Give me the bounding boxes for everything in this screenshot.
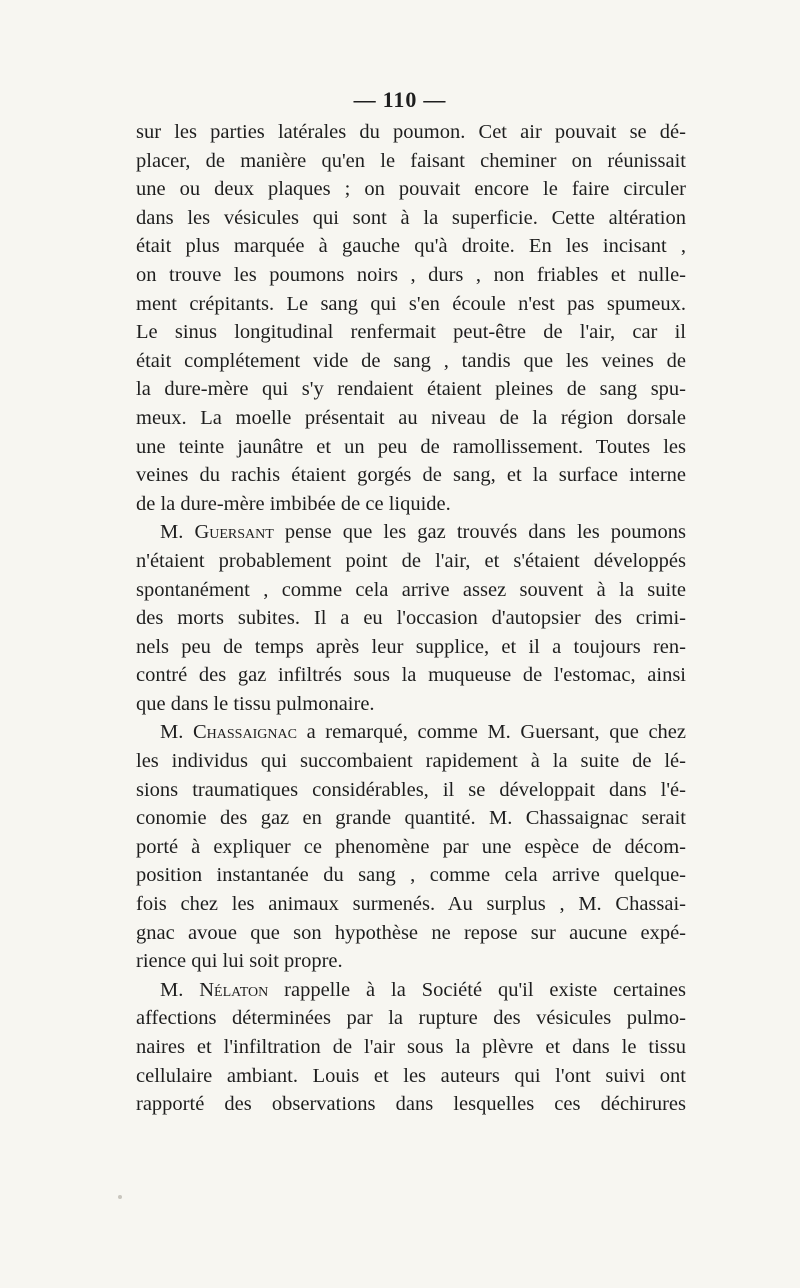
paragraph-2: [136, 518, 686, 718]
speaker-name: Guersant: [194, 521, 274, 544]
text-line: sions traumatiques considérables, il se développait dans l'é-: [136, 778, 686, 801]
text-line-first: [136, 718, 686, 747]
text-line: conomie des gaz en grande quantité. M. Chassaignac serait: [136, 807, 686, 830]
text-line: sur les parties latérales du poumon. Cet air pouvait se dé-: [136, 121, 686, 143]
text-line-first: [136, 976, 686, 1005]
text-line: n'étaient probablement point de l'air, et s'étaient développés: [136, 549, 686, 572]
text-line: les individus qui succombaient rapidement à la suite de lé-: [136, 750, 686, 773]
text-line: contré des gaz infiltrés sous la muqueuse de l'estomac, ainsi: [136, 664, 686, 687]
text-line: rapporté des observations dans lesquelles ces déchirures: [136, 1093, 686, 1116]
text-line: Le sinus longitudinal renfermait peut-être de l'air, car il: [136, 321, 686, 344]
text-line: que dans le tissu pulmonaire.: [136, 692, 375, 715]
text-line: placer, de manière qu'en le faisant cheminer on réunissait: [136, 149, 686, 172]
first-line-rest: rappelle à la Société qu'il existe certaines: [268, 978, 686, 1001]
text-line: des morts subites. Il a eu l'occasion d'autopsier des crimi-: [136, 607, 686, 630]
paragraph-1: [136, 118, 686, 518]
text-line: la dure-mère qui s'y rendaient étaient pleines de sang spu-: [136, 378, 686, 401]
text-line: porté à expliquer ce phenomène par une espèce de décom-: [136, 835, 686, 858]
text-line: dans les vésicules qui sont à la superficie. Cette altération: [136, 206, 686, 229]
first-line-rest: pense que les gaz trouvés dans les poumons: [273, 521, 686, 544]
paragraph-4: [136, 976, 686, 1119]
text-line: de la dure-mère imbibée de ce liquide.: [136, 492, 451, 515]
text-line: naires et l'infiltration de l'air sous la plèvre et dans le tissu: [136, 1036, 686, 1058]
speaker-name: Chassaignac: [193, 721, 297, 744]
paper-speck: [118, 1195, 122, 1199]
text-line: meux. La moelle présentait au niveau de la région dorsale: [136, 406, 686, 429]
speaker-prefix: M.: [160, 978, 200, 1001]
text-line-first: [136, 518, 686, 547]
text-line: veines du rachis étaient gorgés de sang, et la surface interne: [136, 464, 686, 487]
speaker-prefix: M.: [160, 721, 193, 744]
body-text: [136, 118, 686, 1119]
text-line: nels peu de temps après leur supplice, et il a toujours ren-: [136, 635, 686, 658]
text-line: spontanément , comme cela arrive assez souvent à la suite: [136, 578, 686, 601]
header-dash-left: —: [353, 87, 377, 112]
header-dash-right: —: [423, 87, 447, 112]
speaker-name: Nélaton: [199, 978, 269, 1001]
text-line: cellulaire ambiant. Louis et les auteurs qui l'ont suivi ont: [136, 1064, 686, 1087]
text-line: une ou deux plaques ; on pouvait encore le faire circuler: [136, 178, 686, 201]
first-line-rest: a remarqué, comme M. Guersant, que chez: [296, 721, 686, 744]
page-header: [0, 87, 800, 113]
paragraph-3: [136, 718, 686, 975]
text-line: rience qui lui soit propre.: [136, 950, 343, 973]
text-line: était plus marquée à gauche qu'à droite. En les incisant ,: [136, 235, 686, 258]
speaker-prefix: M.: [160, 521, 195, 544]
text-line: on trouve les poumons noirs , durs , non friables et nulle-: [136, 263, 686, 286]
text-line: gnac avoue que son hypothèse ne repose sur aucune expé-: [136, 921, 686, 944]
text-line: affections déterminées par la rupture des vésicules pulmo-: [136, 1007, 686, 1030]
text-line: une teinte jaunâtre et un peu de ramollissement. Toutes les: [136, 435, 686, 458]
text-line: ment crépitants. Le sang qui s'en écoule n'est pas spumeux.: [136, 292, 686, 315]
text-line: position instantanée du sang , comme cela arrive quelque-: [136, 864, 686, 887]
text-line: était complétement vide de sang , tandis que les veines de: [136, 349, 686, 372]
page-number: 110: [382, 87, 418, 112]
text-line: fois chez les animaux surmenés. Au surplus , M. Chassai-: [136, 893, 686, 916]
